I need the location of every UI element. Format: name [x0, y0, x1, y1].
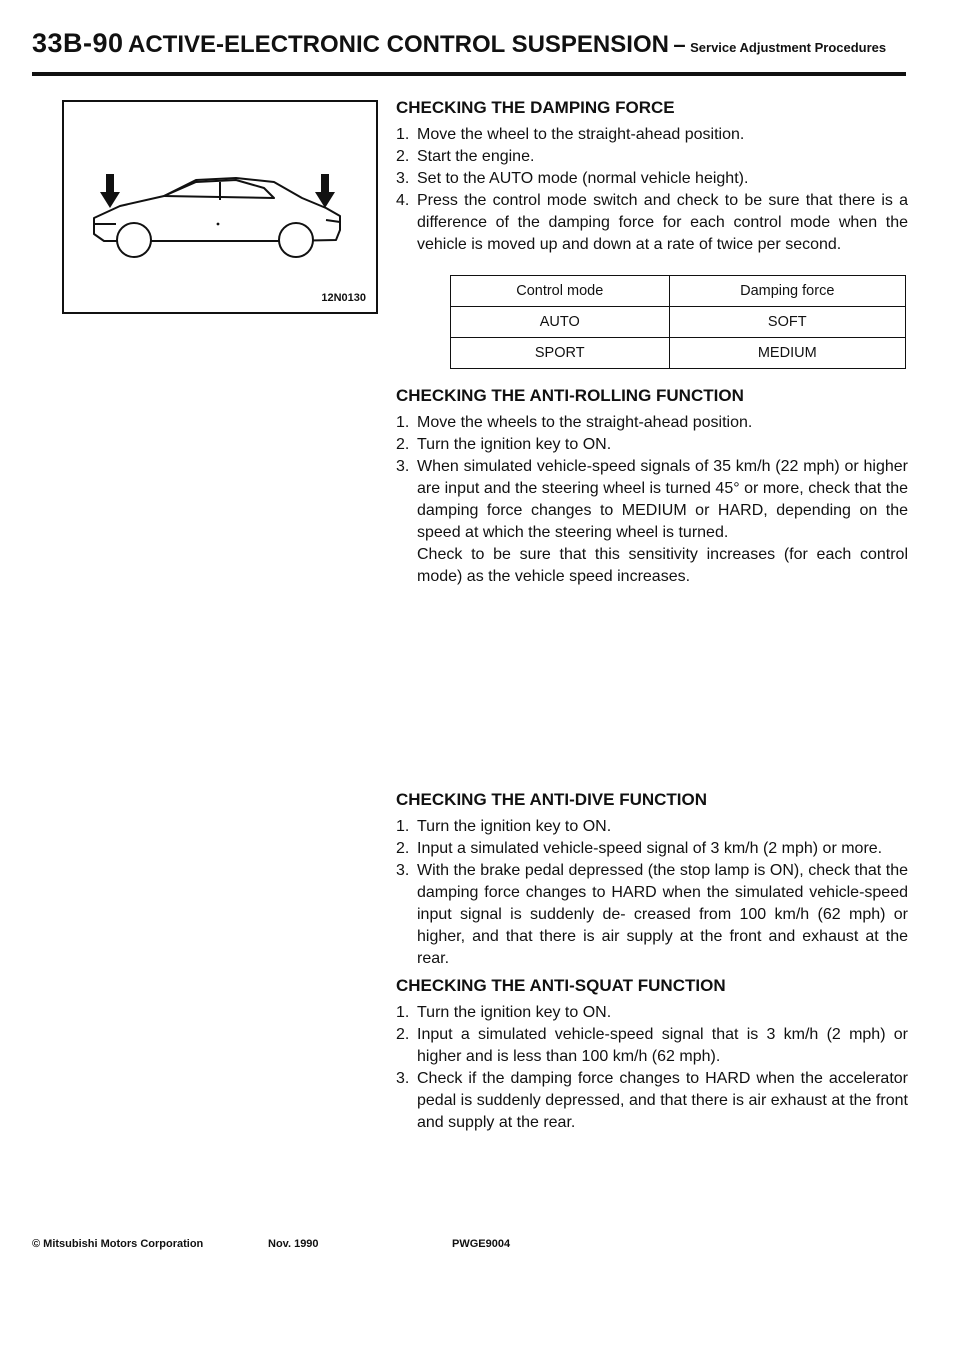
list-item: 2. Start the engine.	[396, 148, 535, 165]
title-separator: –	[673, 32, 686, 57]
antisquat-section	[396, 976, 908, 1134]
table-header-row	[451, 276, 906, 307]
list-item: 1. Turn the ignition key to ON.	[396, 818, 612, 835]
list-item: 3. When simulated vehicle-speed signals of 35 km/h (22 mph) or higher are input and the steering wheel is turned 45° or more, check that the damping force changes to MEDIUM or HARD, depending on the speed at which the steering wheel is turned. Check to be sure that this sensitivity increases (for each control mode) as the vehicle speed increases.	[396, 456, 908, 588]
page-header	[32, 28, 904, 59]
table-header: Damping force	[669, 276, 906, 307]
damping-steps	[396, 124, 908, 256]
list-item: 2. Input a simulated vehicle-speed signal that is 3 km/h (2 mph) or higher and is less than 100 km/h (62 mph).	[396, 1026, 908, 1065]
section-title: ACTIVE-ELECTRONIC CONTROL SUSPENSION	[128, 31, 669, 58]
table-header: Control mode	[451, 276, 670, 307]
list-item: 3. Set to the AUTO mode (normal vehicle height).	[396, 170, 749, 187]
antisquat-title: CHECKING THE ANTI-SQUAT FUNCTION	[396, 976, 726, 995]
vehicle-figure	[62, 100, 378, 314]
list-item: 1. Turn the ignition key to ON.	[396, 1004, 612, 1021]
table-cell: AUTO	[451, 307, 670, 338]
table-row	[451, 307, 906, 338]
header-rule	[32, 72, 906, 76]
list-item: 3. Check if the damping force changes to HARD when the accelerator pedal is suddenly depressed, and that there is air exhaust at the front and supply at the rear.	[396, 1070, 908, 1131]
antidive-section	[396, 790, 908, 970]
list-item: 1. Move the wheels to the straight-ahead position.	[396, 414, 753, 431]
damping-table	[450, 275, 906, 369]
list-item: 2. Turn the ignition key to ON.	[396, 436, 612, 453]
antidive-steps	[396, 816, 908, 970]
footer-copyright: © Mitsubishi Motors Corporation	[32, 1238, 204, 1250]
antiroll-section	[396, 386, 908, 588]
footer-pub-code: PWGE9004	[452, 1238, 511, 1250]
table-cell: MEDIUM	[669, 338, 906, 369]
list-item: 4. Press the control mode switch and check to be sure that there is a difference of the damping force for each control mode when the vehicle is moved up and down at a rate of twice per second.	[396, 192, 908, 253]
step-note: Check to be sure that this sensitivity increases (for each control mode) as the vehicle speed increases.	[417, 546, 908, 585]
antiroll-steps	[396, 412, 908, 588]
table-cell: SOFT	[669, 307, 906, 338]
list-item: 3. With the brake pedal depressed (the stop lamp is ON), check that the damping force changes to HARD when the simulated vehicle-speed input signal is suddenly de- creased from 100 km/h (62 mph) or higher, and that there is air supply at the front and exhaust at the rear.	[396, 862, 908, 967]
car-illustration	[64, 102, 376, 312]
antiroll-title: CHECKING THE ANTI-ROLLING FUNCTION	[396, 386, 744, 405]
table-cell: SPORT	[451, 338, 670, 369]
figure-code: 12N0130	[321, 292, 366, 304]
list-item: 2. Input a simulated vehicle-speed signal of 3 km/h (2 mph) or more.	[396, 840, 883, 857]
table-row	[451, 338, 906, 369]
damping-section	[396, 98, 908, 256]
list-item: 1. Move the wheel to the straight-ahead position.	[396, 126, 745, 143]
antidive-title: CHECKING THE ANTI-DIVE FUNCTION	[396, 790, 708, 809]
footer-date: Nov. 1990	[268, 1238, 319, 1250]
damping-title: CHECKING THE DAMPING FORCE	[396, 98, 675, 117]
section-subtitle: Service Adjustment Procedures	[690, 40, 887, 55]
antisquat-steps	[396, 1002, 908, 1134]
page-number: 33B-90	[32, 28, 124, 58]
